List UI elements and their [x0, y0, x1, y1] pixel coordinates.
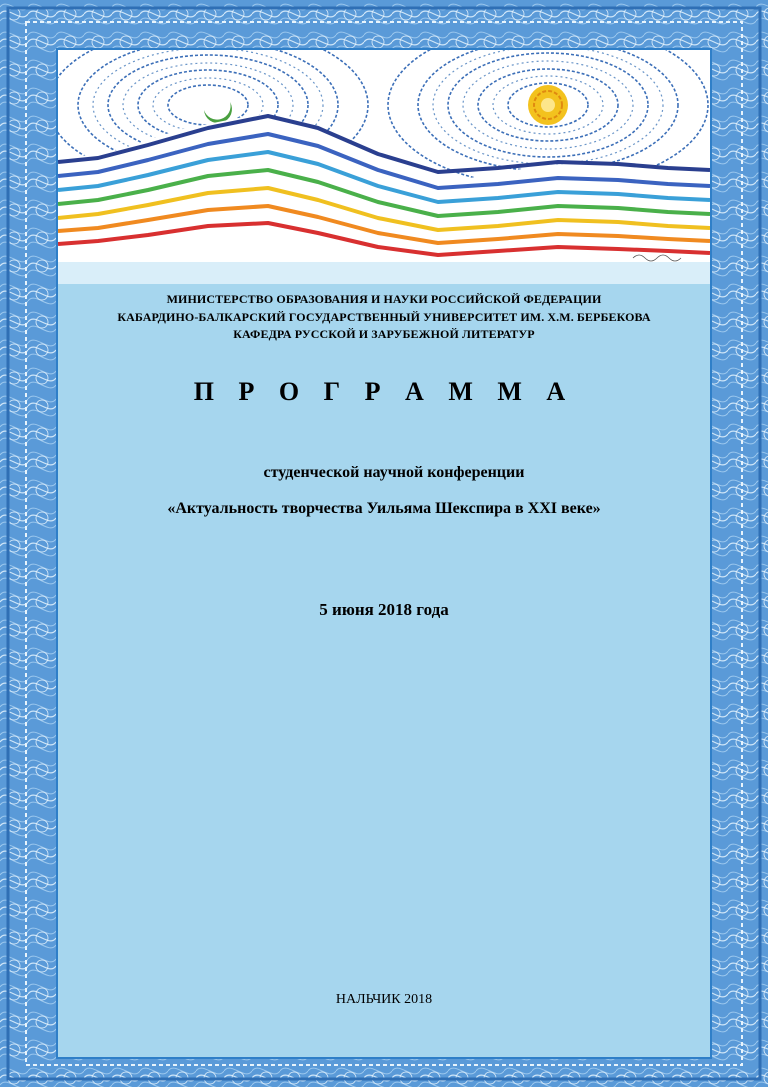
artwork-bottom-strip — [58, 262, 710, 284]
header-artwork — [58, 50, 710, 284]
sun-icon — [528, 85, 568, 125]
footer-city-year: НАЛЬЧИК 2018 — [335, 992, 433, 1007]
conference-type: студенческой научной конференции — [263, 464, 525, 481]
conference-name: «Актуальность творчества Уильяма Шекспира в XXI веке» — [167, 500, 601, 517]
moon-icon — [203, 97, 232, 123]
department-line: КАФЕДРА РУССКОЙ И ЗАРУБЕЖНОЙ ЛИТЕРАТУР — [233, 327, 535, 341]
document-title: П Р О Г Р А М М А — [193, 377, 575, 406]
ministry-line: МИНИСТЕРСТВО ОБРАЗОВАНИЯ И НАУКИ РОССИЙСКОЙ ФЕДЕРАЦИИ — [166, 292, 602, 306]
conference-date: 5 июня 2018 года — [319, 600, 449, 619]
mountain-rainbow-illustration — [58, 50, 710, 284]
university-line: КАБАРДИНО-БАЛКАРСКИЙ ГОСУДАРСТВЕННЫЙ УНИВЕРСИТЕТ ИМ. Х.М. БЕРБЕКОВА — [117, 310, 651, 324]
